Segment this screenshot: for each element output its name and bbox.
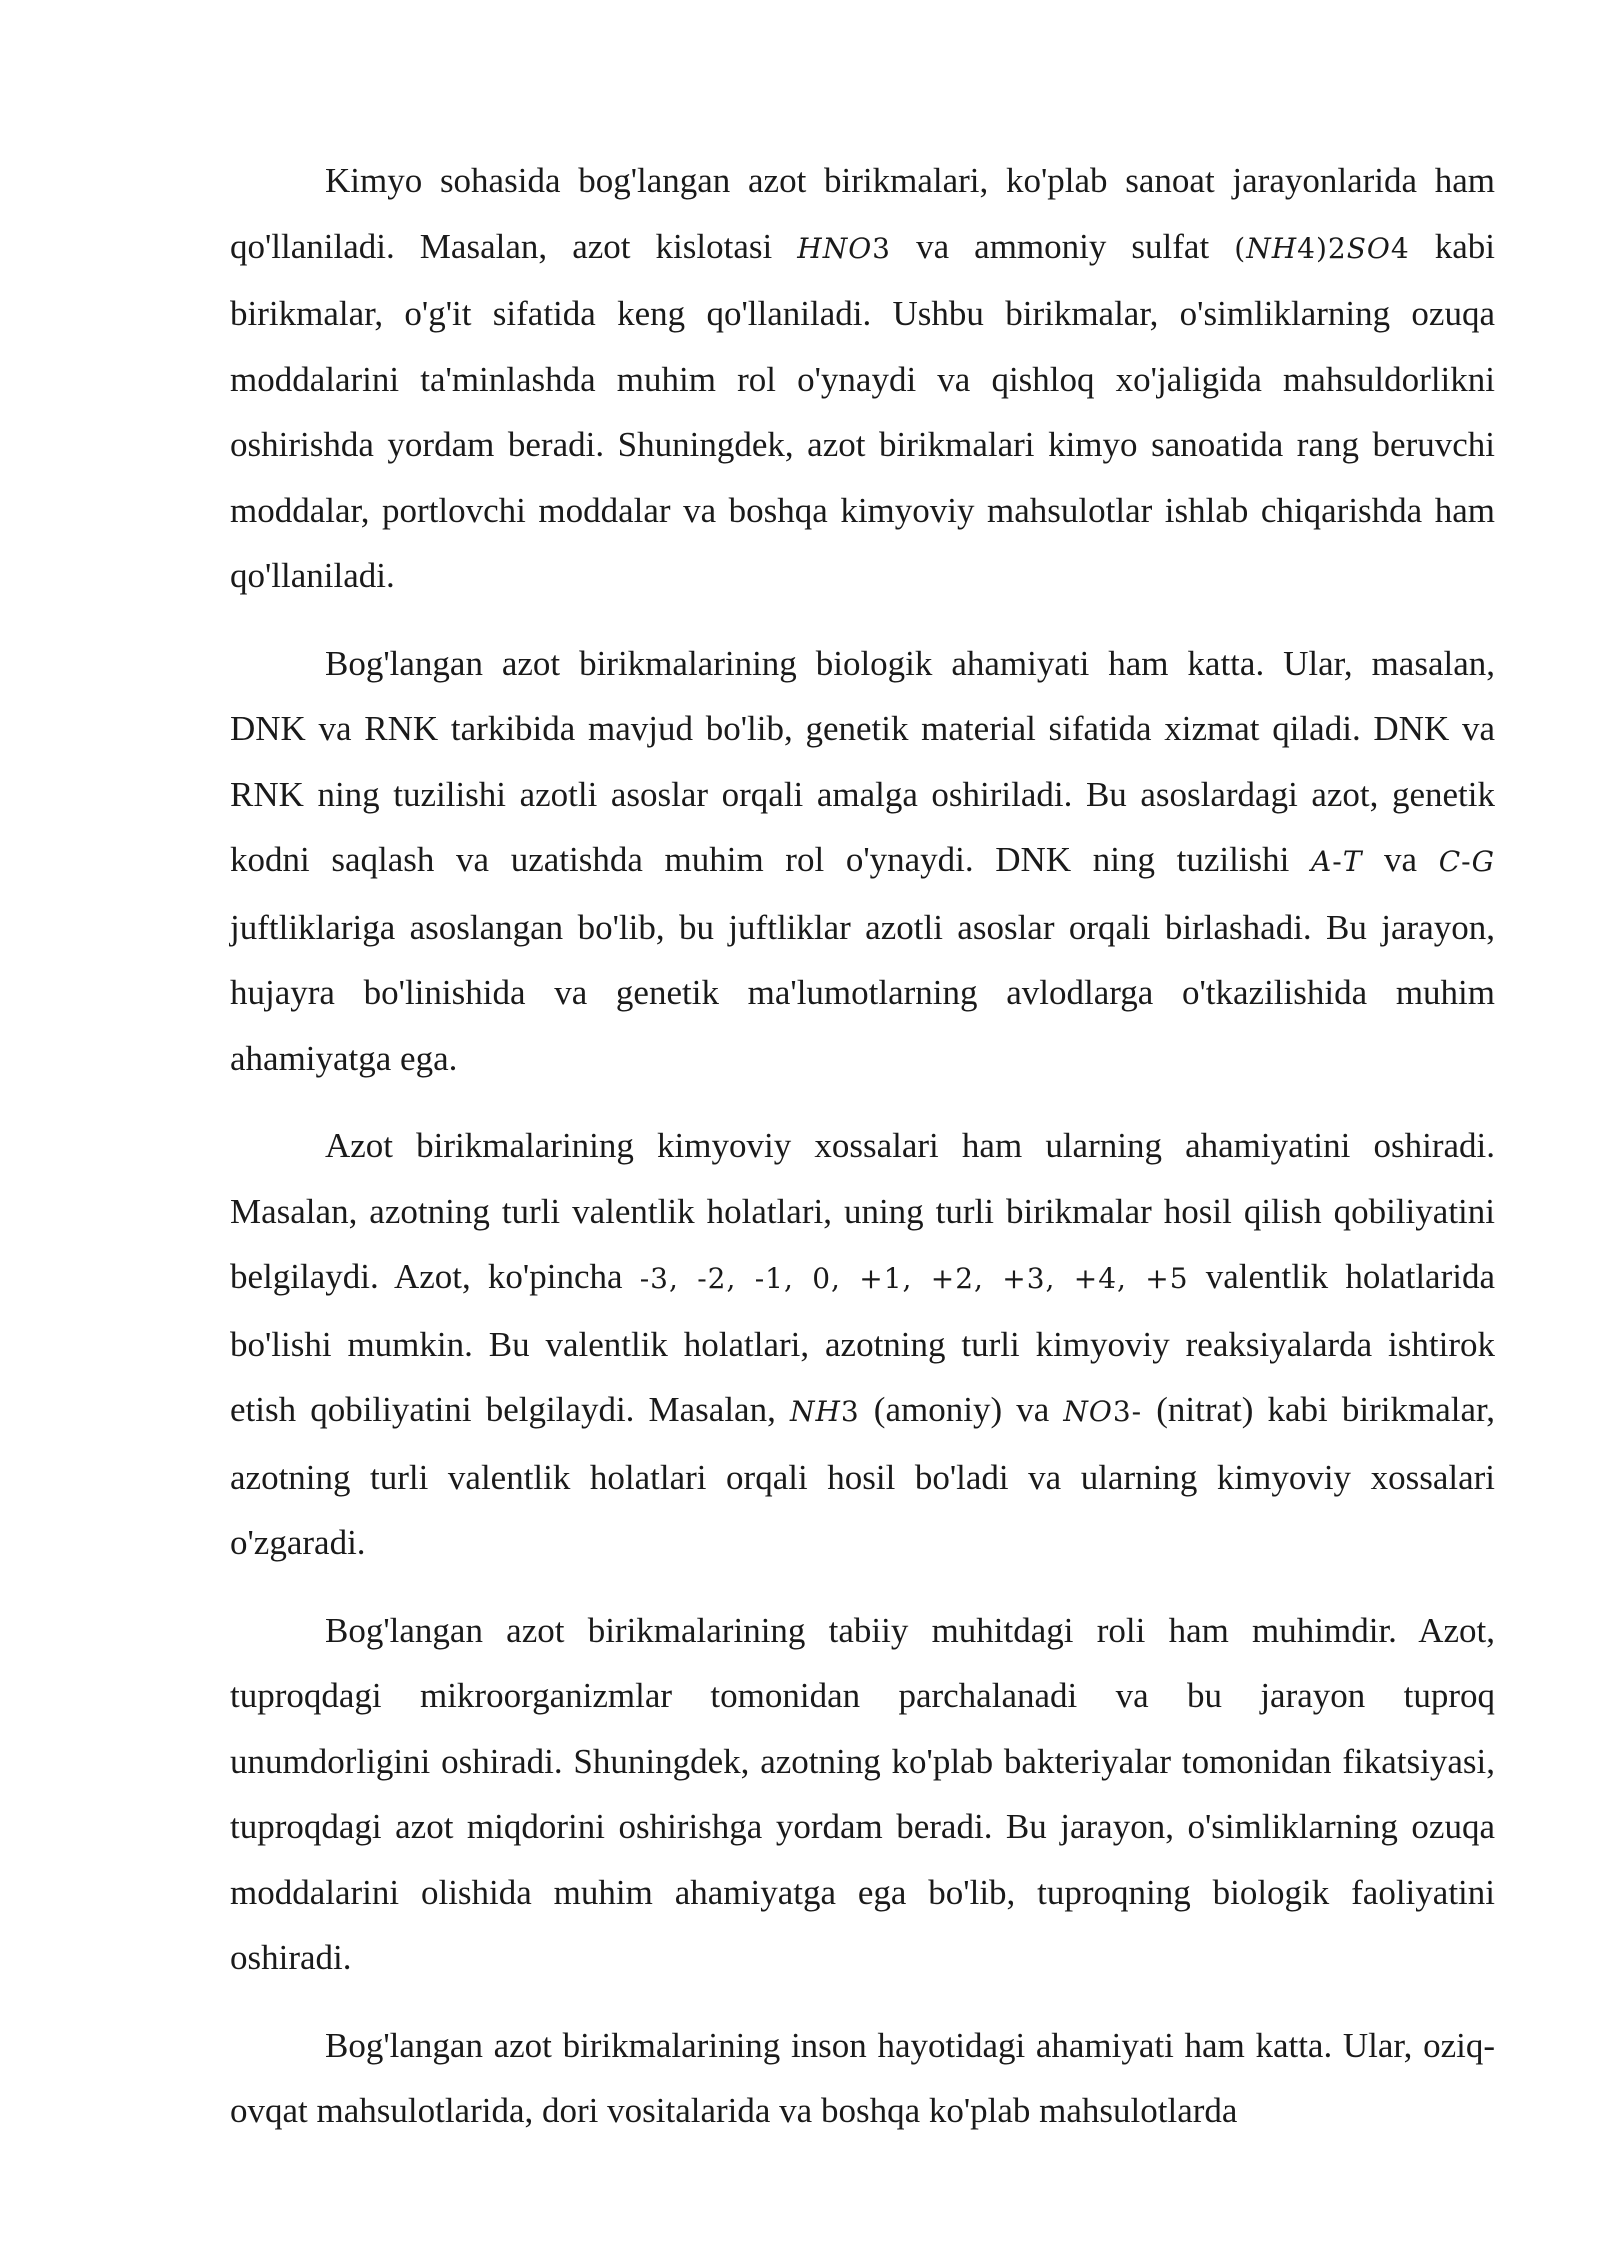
text-run: (amoniy) va	[859, 1390, 1064, 1429]
paragraph-biological-importance	[230, 631, 1495, 1092]
formula-hno3-symbol: HNO	[797, 231, 873, 265]
formula-nh4-number: 4	[1297, 231, 1316, 265]
pair-a: A	[1311, 845, 1333, 878]
pair-dash: -	[1461, 845, 1472, 878]
paragraph-human-life	[230, 2013, 1495, 2144]
formula-nh3-number: 3	[840, 1395, 860, 1428]
paragraph-environmental-role	[230, 1598, 1495, 1991]
text-run: Bog'langan azot birikmalarining inson hayotidagi ahamiyati ham katta. Ular, oziq-ovqat mahsulotlarida, dori vositalarida va boshqa ko'plab mahsulotlarda	[230, 2025, 1495, 2130]
text-run: kabi birikmalar, o'g'it sifatida keng qo'llaniladi. Ushbu birikmalar, o'simliklarning ozuqa moddalarini ta'minlashda muhim rol o'ynaydi va qishloq xo'jaligida mahsuldorlikni oshirishda yordam beradi. Shuningdek, azot birikmalari kimyo sanoatida rang beruvchi moddalar, portlovchi moddalar va boshqa kimyoviy mahsulotlar ishlab chiqarishda ham qo'llaniladi.	[230, 226, 1495, 595]
text-run: Azot birikmalarining kimyoviy xossalari ham ularning ahamiyatini oshiradi. Masalan, azotning turli valentlik holatlari, uning turli birikmalar hosil qilish qobiliyatini belgilaydi. Azot, ko'pincha	[230, 1126, 1495, 1296]
text-run: Bog'langan azot birikmalarining biologik ahamiyati ham katta. Ular, masalan, DNK va RNK tarkibida mavjud bo'lib, genetik material sifatida xizmat qiladi. DNK va RNK ning tuzilishi azotli asoslar orqali amalga oshiriladi. Bu asoslardagi azot, genetik kodni saqlash va uzatishda muhim rol o'ynaydi. DNK ning tuzilishi	[230, 643, 1495, 879]
formula-nh3-symbol: NH	[789, 1395, 841, 1428]
text-run: Bog'langan azot birikmalarining tabiiy muhitdagi roli ham muhimdir. Azot, tuproqdagi mikroorganizmlar tomonidan parchalanadi va bu jarayon tuproq unumdorligini oshiradi. Shuningdek, azotning ko'plab bakteriyalar tomonidan fikatsiyasi, tuproqdagi azot miqdorini oshirishga yordam beradi. Bu jarayon, o'simliklarning ozuqa moddalarini olishida muhim ahamiyatga ega bo'lib, tuproqning biologik faoliyatini oshiradi.	[230, 1610, 1495, 1977]
text-run: valentlik holatlarida bo'lishi mumkin. Bu valentlik holatlari, azotning turli kimyoviy reaksiyalarda ishtirok etish qobiliyatini belgilaydi. Masalan,	[230, 1257, 1496, 1429]
formula-paren-open: (	[1234, 231, 1247, 265]
pair-g: G	[1471, 845, 1495, 878]
formula-so4-number: 4	[1390, 231, 1410, 265]
formula-paren-close: )2	[1315, 231, 1347, 265]
text-run: va ammoniy sulfat	[891, 226, 1235, 266]
text-run: juftliklariga asoslangan bo'lib, bu juftliklar azotli asoslar orqali birlashadi. Bu jarayon, hujayra bo'linishida va genetik ma'lumotlarning avlodlarga o'tkazilishida muhim ahamiyatga ega.	[230, 907, 1495, 1078]
pair-t: T	[1342, 845, 1363, 878]
formula-no3-number: 3-	[1112, 1395, 1143, 1428]
text-run: (nitrat) kabi birikmalar, azotning turli valentlik holatlari orqali hosil bo'ladi va ularning kimyoviy xossalari o'zgaradi.	[230, 1390, 1495, 1562]
paragraph-chemical-properties	[230, 1113, 1495, 1576]
formula-so4-symbol: SO	[1346, 231, 1391, 265]
pair-dash: -	[1332, 845, 1343, 878]
formula-no3-symbol: NO	[1063, 1395, 1113, 1428]
formula-nh4-symbol: NH	[1246, 231, 1298, 265]
paragraph-industrial-uses	[230, 148, 1495, 609]
document-page	[230, 148, 1495, 2166]
text-run: va	[1362, 840, 1439, 879]
text-run: Kimyo sohasida bog'langan azot birikmalari, ko'plab sanoat jarayonlarida ham qo'llaniladi. Masalan, azot kislotasi	[230, 161, 1495, 266]
formula-hno3-number: 3	[872, 231, 891, 265]
valence-list: -3, -2, -1, 0, +1, +2, +3, +4, +5	[639, 1262, 1189, 1295]
pair-c: C	[1438, 845, 1462, 878]
